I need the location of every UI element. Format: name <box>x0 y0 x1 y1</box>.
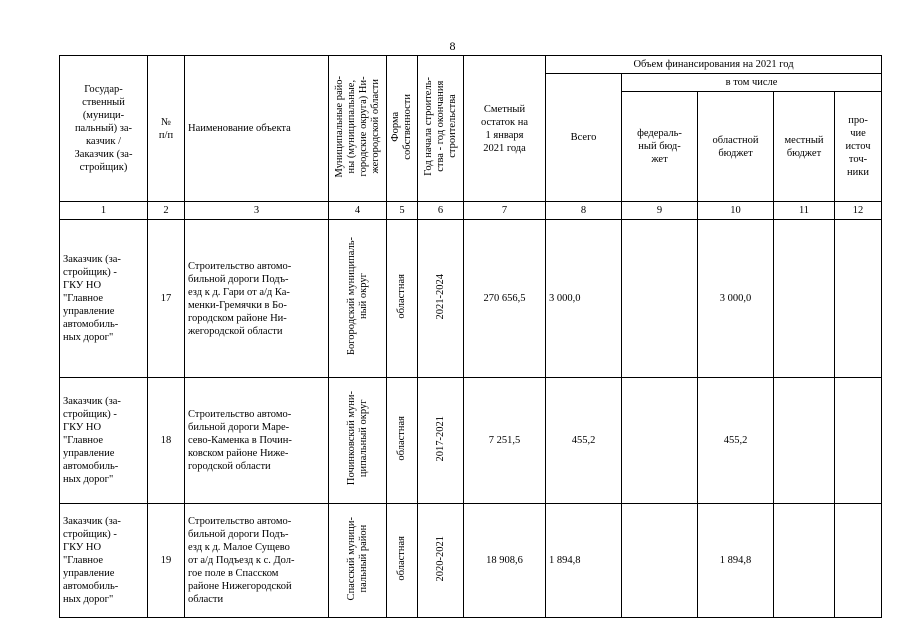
cell-regional: 455,2 <box>698 378 774 504</box>
cell-regional: 1 894,8 <box>698 504 774 618</box>
cell-municipality: Починковский муни- ципальный округ <box>329 378 387 504</box>
header-estimate: Сметный остаток на 1 января 2021 года <box>464 56 546 202</box>
cell-total: 1 894,8 <box>546 504 622 618</box>
col-num: 1 <box>60 202 148 220</box>
col-num: 12 <box>835 202 882 220</box>
col-num: 10 <box>698 202 774 220</box>
header-local: местный бюджет <box>774 92 835 202</box>
cell-other <box>835 378 882 504</box>
cell-total: 455,2 <box>546 378 622 504</box>
cell-num: 17 <box>148 220 185 378</box>
cell-federal <box>622 504 698 618</box>
table-row <box>60 504 882 618</box>
col-num: 4 <box>329 202 387 220</box>
cell-ownership: областная <box>387 504 418 618</box>
header-object-name: Наименование объекта <box>185 56 329 202</box>
cell-estimate: 270 656,5 <box>464 220 546 378</box>
cell-federal <box>622 220 698 378</box>
cell-other <box>835 504 882 618</box>
cell-municipality: Богородский муниципаль- ный округ <box>329 220 387 378</box>
header-federal: федераль- ный бюд- жет <box>622 92 698 202</box>
header-including: в том числе <box>622 74 882 92</box>
header-municipality: Муниципальные райо- ны (муниципальные, городские округа) Ни- жегородской области <box>329 56 387 202</box>
cell-municipality: Спасский муници- пальный район <box>329 504 387 618</box>
table-row <box>60 220 882 378</box>
col-num: 3 <box>185 202 329 220</box>
header-total: Всего <box>546 74 622 202</box>
cell-estimate: 18 908,6 <box>464 504 546 618</box>
cell-total: 3 000,0 <box>546 220 622 378</box>
financing-table <box>59 55 882 618</box>
cell-years: 2017-2021 <box>418 378 464 504</box>
header-other: про- чие источ точ- ники <box>835 92 882 202</box>
col-num: 9 <box>622 202 698 220</box>
header-funding-title: Объем финансирования на 2021 год <box>546 56 882 74</box>
header-years: Год начала строитель- ства - год окончания строительства <box>418 56 464 202</box>
header-regional: областной бюджет <box>698 92 774 202</box>
cell-local <box>774 504 835 618</box>
cell-customer: Заказчик (за- стройщик) - ГКУ НО "Главное управление автомобиль- ных дорог" <box>60 378 148 504</box>
cell-ownership: областная <box>387 220 418 378</box>
col-num: 7 <box>464 202 546 220</box>
header-num: № п/п <box>148 56 185 202</box>
page-number: 8 <box>449 39 456 53</box>
cell-local <box>774 220 835 378</box>
col-num: 6 <box>418 202 464 220</box>
column-number-row <box>60 202 882 220</box>
cell-local <box>774 378 835 504</box>
cell-other <box>835 220 882 378</box>
cell-object: Строительство автомо- бильной дороги Подъ- езд к д. Малое Сущево от а/д Подъезд к с. Дол- гое поле в Спасском районе Нижегородской области <box>185 504 329 618</box>
cell-estimate: 7 251,5 <box>464 378 546 504</box>
col-num: 2 <box>148 202 185 220</box>
cell-object: Строительство автомо- бильной дороги Подъ- езд к д. Гари от а/д Ка- менки-Гремячки в Бо- городском районе Ни- жегородской области <box>185 220 329 378</box>
cell-regional: 3 000,0 <box>698 220 774 378</box>
cell-num: 18 <box>148 378 185 504</box>
cell-customer: Заказчик (за- стройщик) - ГКУ НО "Главное управление автомобиль- ных дорог" <box>60 504 148 618</box>
cell-years: 2020-2021 <box>418 504 464 618</box>
cell-years: 2021-2024 <box>418 220 464 378</box>
cell-object: Строительство автомо- бильной дороги Маре- сево-Каменка в Почин- ковском районе Ниже- городской области <box>185 378 329 504</box>
col-num: 11 <box>774 202 835 220</box>
col-num: 5 <box>387 202 418 220</box>
header-customer: Государ- ственный (муници- пальный) за- казчик / Заказчик (за- стройщик) <box>60 56 148 202</box>
cell-customer: Заказчик (за- стройщик) - ГКУ НО "Главное управление автомобиль- ных дорог" <box>60 220 148 378</box>
cell-num: 19 <box>148 504 185 618</box>
cell-federal <box>622 378 698 504</box>
header-ownership: Форма собственности <box>387 56 418 202</box>
cell-ownership: областная <box>387 378 418 504</box>
col-num: 8 <box>546 202 622 220</box>
table-row <box>60 378 882 504</box>
